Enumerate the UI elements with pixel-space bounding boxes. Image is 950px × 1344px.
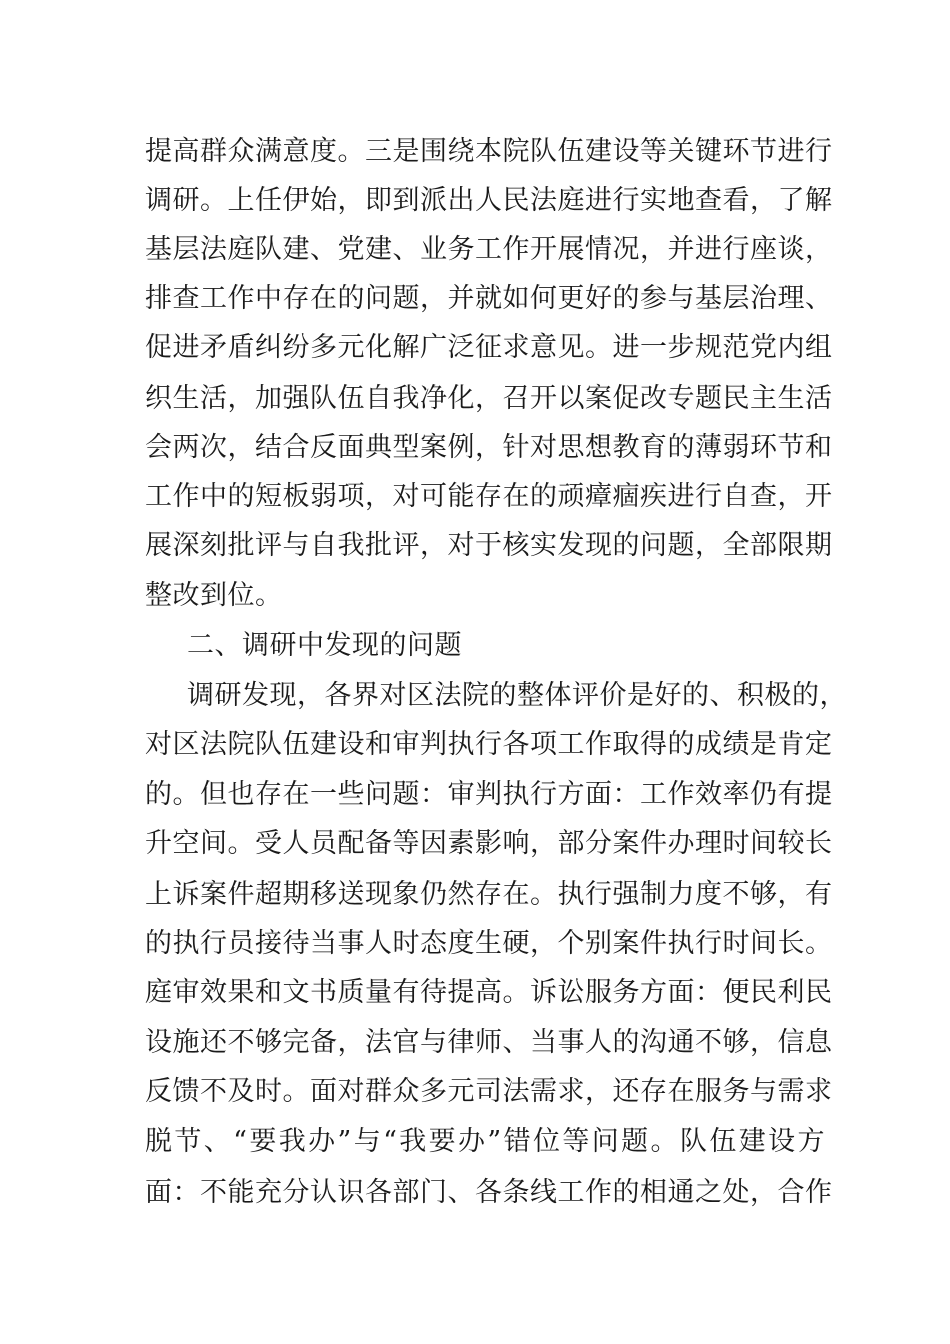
text-line-9: 展深刻批评与自我批评，对于核实发现的问题，全部限期 bbox=[145, 530, 833, 561]
text-line-6: 织生活，加强队伍自我净化，召开以案促改专题民主生活 bbox=[145, 383, 833, 414]
text-line-18: 庭审效果和文书质量有待提高。诉讼服务方面：便民利民 bbox=[145, 977, 833, 1008]
section-heading: 二、调研中发现的问题 bbox=[187, 630, 462, 661]
text-line-22: 面：不能充分认识各部门、各条线工作的相通之处，合作 bbox=[145, 1177, 833, 1208]
text-line-10: 整改到位。 bbox=[145, 580, 283, 611]
paragraph-first-line: 调研发现，各界对区法院的整体评价是好的、积极的， bbox=[187, 680, 847, 711]
text-line-4: 排查工作中存在的问题，并就如何更好的参与基层治理、 bbox=[145, 283, 833, 314]
text-line-2: 调研。上任伊始，即到派出人民法庭进行实地查看，了解 bbox=[145, 185, 833, 216]
text-line-1: 提高群众满意度。三是围绕本院队伍建设等关键环节进行 bbox=[145, 136, 833, 167]
text-line-17: 的执行员接待当事人时态度生硬，个别案件执行时间长。 bbox=[145, 928, 833, 959]
text-line-16: 上诉案件超期移送现象仍然存在。执行强制力度不够，有 bbox=[145, 879, 833, 910]
text-line-21: 脱节、“要我办”与“我要办”错位等问题。队伍建设方 bbox=[145, 1126, 825, 1157]
text-line-20: 反馈不及时。面对群众多元司法需求，还存在服务与需求 bbox=[145, 1076, 833, 1107]
text-line-5: 促进矛盾纠纷多元化解广泛征求意见。进一步规范党内组 bbox=[145, 332, 833, 363]
text-line-3: 基层法庭队建、党建、业务工作开展情况，并进行座谈， bbox=[145, 234, 833, 265]
text-line-13: 对区法院队伍建设和审判执行各项工作取得的成绩是肯定 bbox=[145, 729, 833, 760]
text-line-19: 设施还不够完备，法官与律师、当事人的沟通不够，信息 bbox=[145, 1027, 833, 1058]
text-line-15: 升空间。受人员配备等因素影响，部分案件办理时间较长 bbox=[145, 828, 833, 859]
text-line-7: 会两次，结合反面典型案例，针对思想教育的薄弱环节和 bbox=[145, 432, 833, 463]
text-line-8: 工作中的短板弱项，对可能存在的顽瘴痼疾进行自查，开 bbox=[145, 481, 833, 512]
text-line-14: 的。但也存在一些问题：审判执行方面：工作效率仍有提 bbox=[145, 779, 833, 810]
